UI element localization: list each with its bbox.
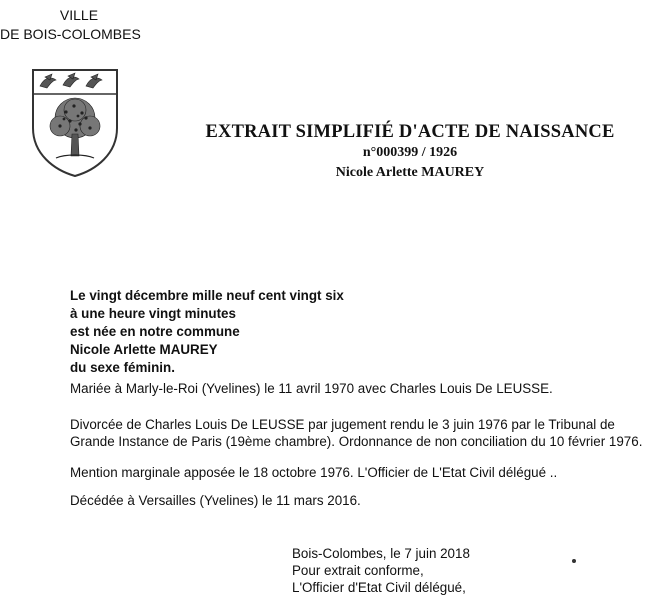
- document-number: n°000399 / 1926: [362, 145, 458, 160]
- signature-place-date: Bois-Colombes, le 7 juin 2018: [292, 546, 470, 561]
- signature-conformity: Pour extrait conforme,: [292, 563, 424, 578]
- municipality-line-2: DE BOIS-COLOMBES: [0, 26, 141, 42]
- municipality-line-1: VILLE: [59, 7, 99, 23]
- ink-dot: [572, 559, 576, 563]
- municipality-header: [0, 6, 150, 44]
- birth-record-line: est née en notre commune: [70, 324, 240, 339]
- birth-record-line: Le vingt décembre mille neuf cent vingt six: [70, 288, 344, 303]
- marriage-mention: Mariée à Marly-le-Roi (Yvelines) le 11 avril 1970 avec Charles Louis De LEUSSE.: [70, 381, 553, 396]
- signature-officer: L'Officier d'Etat Civil délégué,: [292, 580, 466, 595]
- divorce-mention: Divorcée de Charles Louis De LEUSSE par jugement rendu le 3 juin 1976 par le Tribunal de Grande Instance de Paris (19ème chambre). Ordonnance de non conciliation du 10 février 1976.: [70, 417, 643, 449]
- birth-record: [70, 287, 344, 377]
- document-heading: [180, 121, 640, 183]
- bois-colombes-coat-of-arms-icon: [30, 66, 120, 178]
- death-mention: Décédée à Versailles (Yvelines) le 11 mars 2016.: [70, 493, 361, 508]
- marginal-mention: Mention marginale apposée le 18 octobre 1976. L'Officier de L'Etat Civil délégué ..: [70, 465, 558, 480]
- birth-record-line: du sexe féminin.: [70, 360, 175, 375]
- document-subject-name: Nicole Arlette MAUREY: [335, 165, 485, 180]
- document-title: EXTRAIT SIMPLIFIÉ D'ACTE DE NAISSANCE: [205, 122, 615, 142]
- signature-block: [292, 545, 470, 596]
- birth-record-line: à une heure vingt minutes: [70, 306, 236, 321]
- birth-record-line: Nicole Arlette MAUREY: [70, 342, 218, 357]
